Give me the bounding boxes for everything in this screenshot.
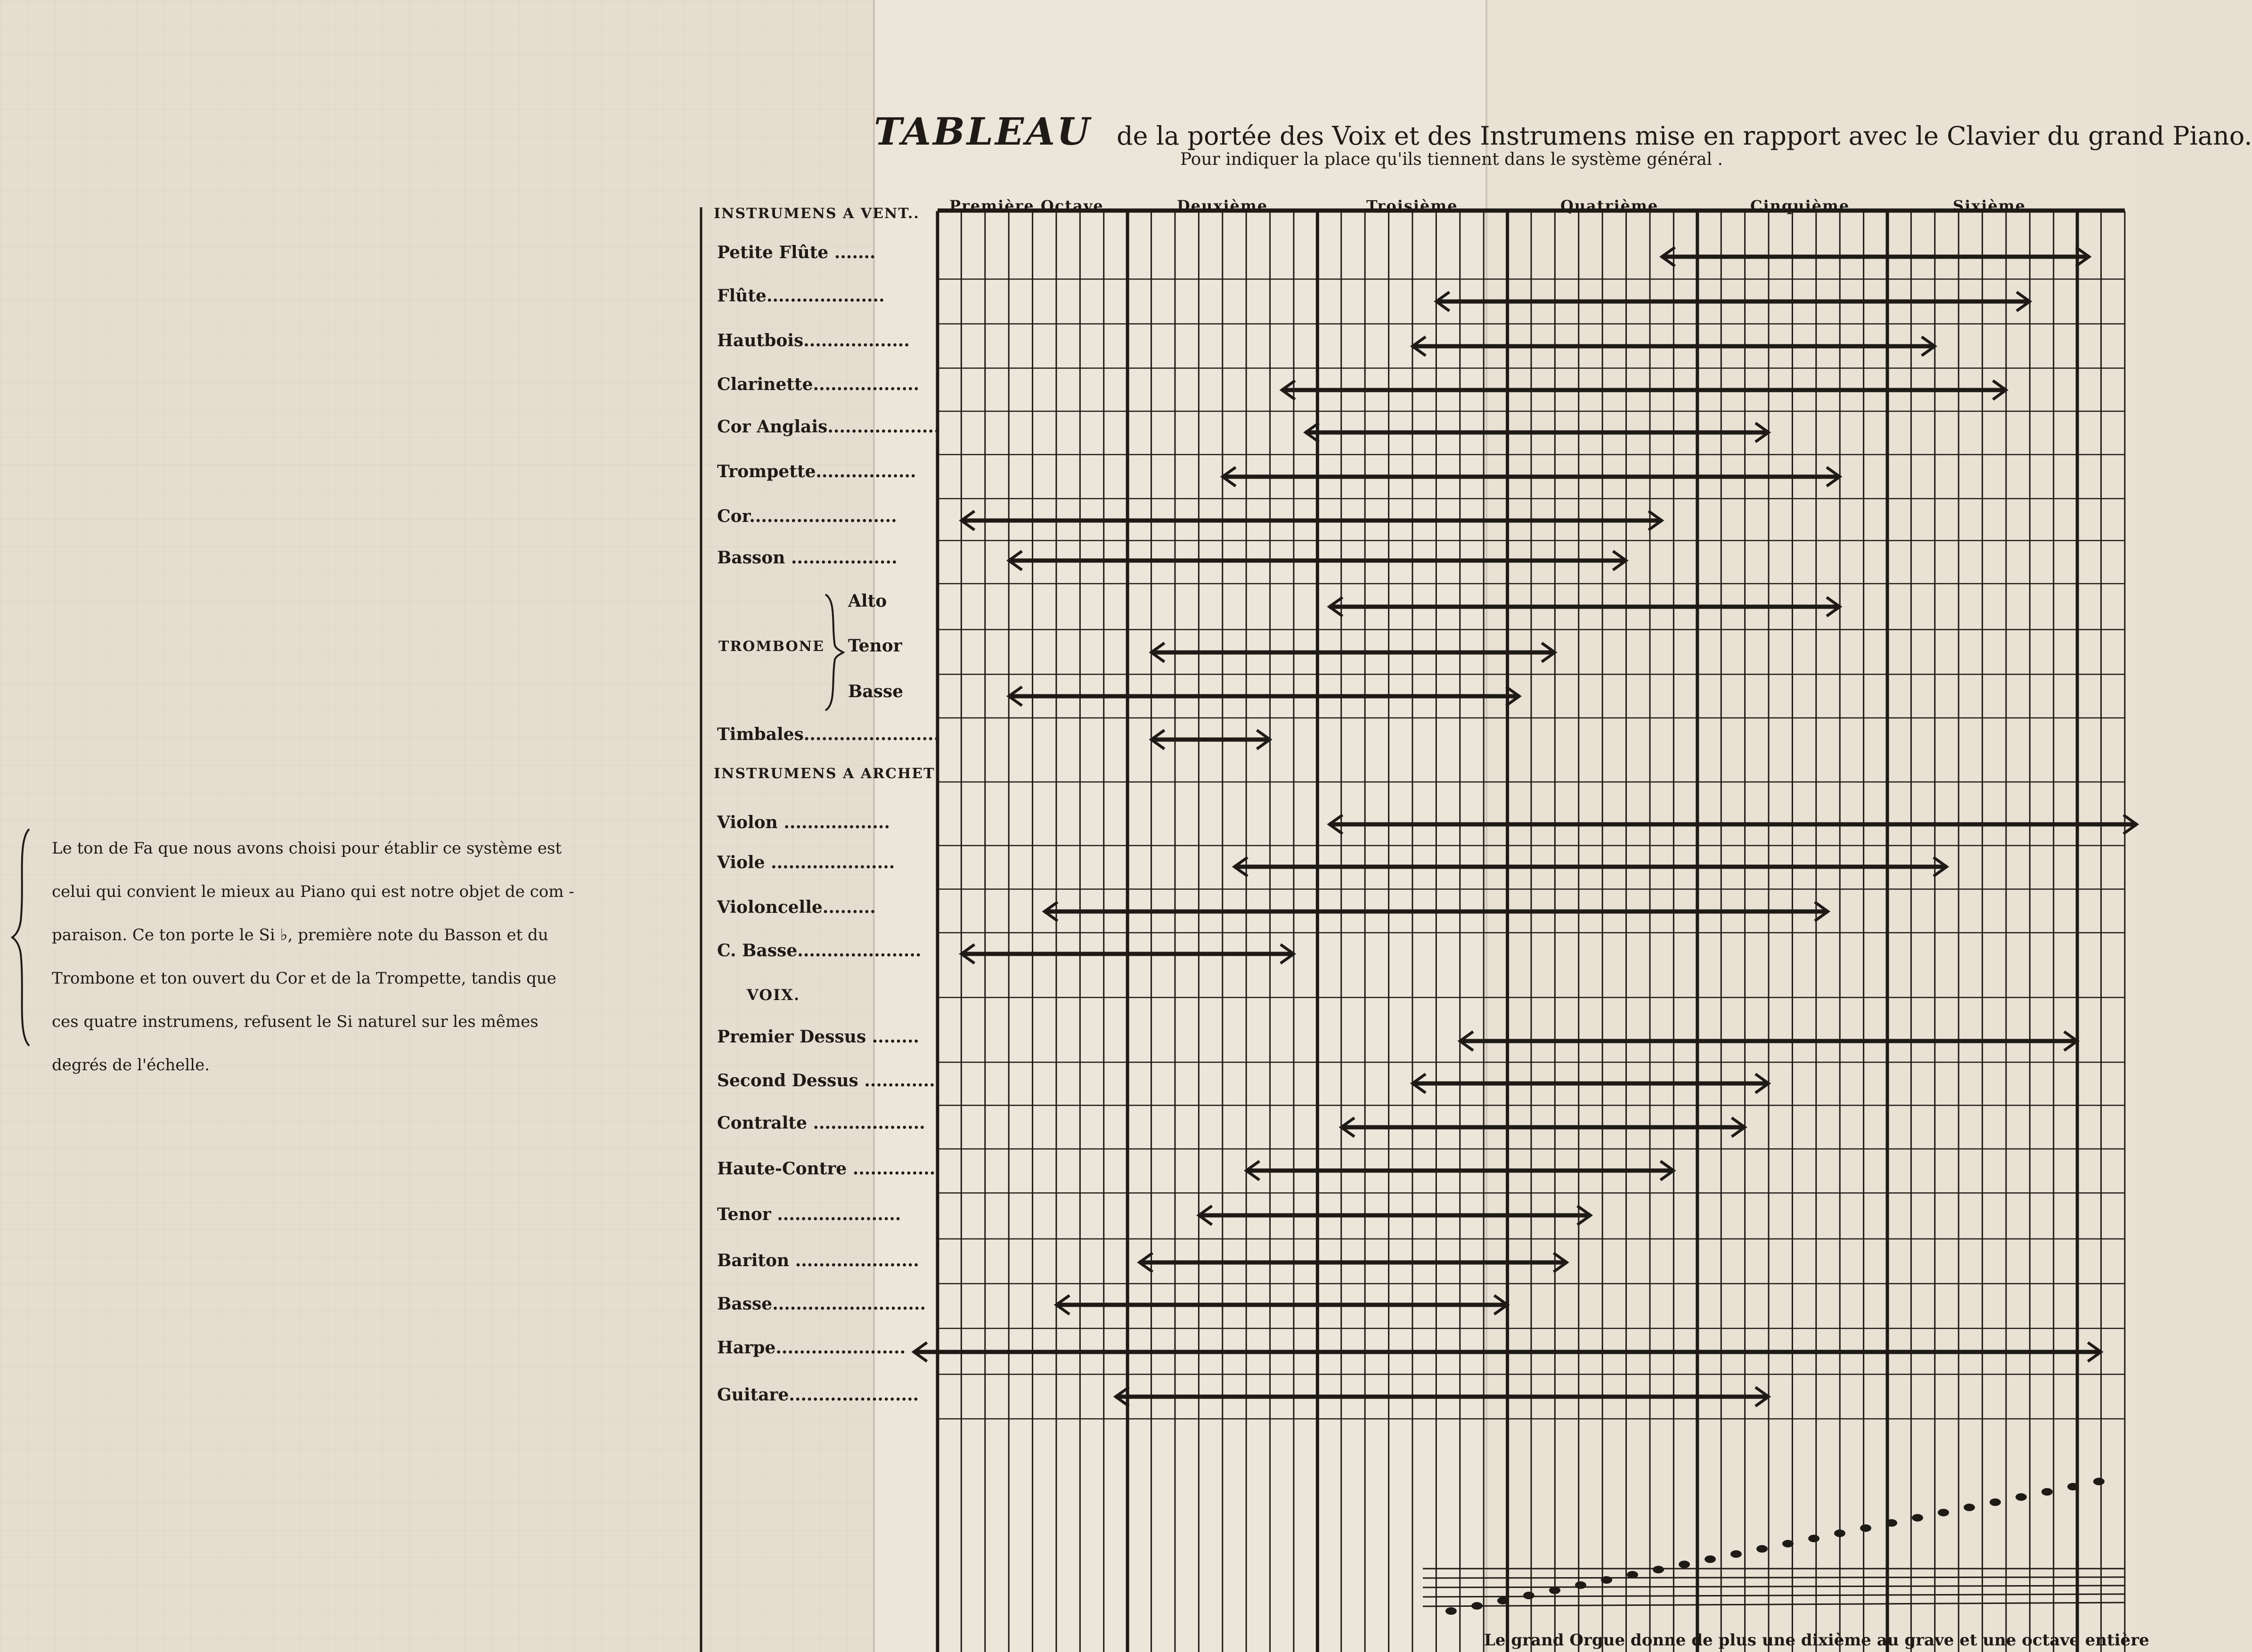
staff-note	[1782, 1540, 1794, 1547]
range-bar	[1116, 1387, 1769, 1406]
range-bar	[1341, 1118, 1745, 1137]
row-label-violon: Violon ..................	[717, 813, 890, 832]
row-label-basse: Basse..........................	[717, 1294, 926, 1314]
staff-note	[1653, 1566, 1664, 1573]
row-label-trombone-basse: Basse	[848, 682, 904, 701]
row-label-tenor: Tenor .....................	[717, 1204, 901, 1224]
range-bar	[1151, 730, 1270, 749]
range-bar	[1009, 687, 1519, 706]
note-line: Trombone et ton ouvert du Cor et de la Trompette, tandis que	[52, 969, 556, 988]
subtitle: Pour indiquer la place qu'ils tiennent dans le système général .	[1180, 150, 1723, 169]
range-bar	[1139, 1253, 1567, 1272]
range-bars	[914, 247, 2137, 1406]
staff-note	[1705, 1555, 1716, 1563]
staff-note	[1938, 1509, 1949, 1516]
staff-note	[1627, 1571, 1638, 1579]
staff-note	[1497, 1597, 1509, 1604]
bottom-note: Le grand Orgue donne de plus une dixième au grave et une octave entière	[1484, 1631, 2149, 1650]
keyboard-staff	[1423, 1478, 2125, 1615]
octave-label-3: Troisième .	[1366, 197, 1470, 215]
section-strings-label: INSTRUMENS A ARCHET	[714, 765, 935, 782]
trombone-brace	[825, 594, 843, 710]
staff-line	[1423, 1577, 2125, 1578]
note-line: celui qui convient le mieux au Piano qui est notre objet de com -	[52, 882, 574, 901]
staff-note	[1808, 1535, 1820, 1542]
octave-label-4: Quatrième .	[1560, 197, 1671, 215]
row-label-cor: Cor.........................	[717, 506, 897, 526]
range-bar	[1436, 292, 2030, 311]
row-label-petite-flute: Petite Flûte .......	[717, 243, 876, 262]
row-label-clarinette: Clarinette..................	[717, 374, 920, 394]
section-trombone-label: TROMBONE	[718, 638, 824, 655]
staff-note	[2067, 1483, 2079, 1490]
staff-line	[1423, 1603, 2125, 1606]
staff-note	[1990, 1498, 2001, 1506]
section-wind-label: INSTRUMENS A VENT..	[714, 205, 920, 222]
octave-label-1: Première Octave .	[949, 197, 1117, 215]
range-bar	[1282, 381, 2006, 399]
row-label-contrebasse: C. Basse.....................	[717, 941, 922, 960]
range-bar	[1151, 643, 1555, 662]
staff-note	[2015, 1493, 2027, 1501]
staff-note	[1445, 1607, 1457, 1615]
octave-label-2: Deuxième .	[1177, 197, 1281, 215]
note-line: ces quatre instrumens, refusent le Si naturel sur les mêmes	[52, 1012, 539, 1031]
grid-lines	[701, 207, 2125, 1652]
row-label-trombone-tenor: Tenor	[848, 636, 902, 656]
row-label-contralte: Contralte ...................	[717, 1113, 925, 1133]
staff-note	[1964, 1504, 1975, 1511]
row-label-bariton: Bariton .....................	[717, 1251, 919, 1270]
note-line: Le ton de Fa que nous avons choisi pour établir ce système est	[52, 839, 562, 858]
note-line: degrés de l'échelle.	[52, 1056, 210, 1074]
row-label-viole: Viole .....................	[717, 853, 895, 872]
range-bar	[1330, 815, 2137, 834]
staff-note	[1730, 1550, 1742, 1558]
staff-note	[1860, 1524, 1871, 1532]
row-label-premier-dessus: Premier Dessus ........	[717, 1027, 920, 1047]
range-bar	[961, 511, 1662, 530]
octave-label-5: Cinquième .	[1750, 197, 1862, 215]
row-label-trompette: Trompette.................	[717, 462, 916, 481]
row-label-trombone-alto: Alto	[848, 591, 887, 611]
staff-note	[1601, 1576, 1612, 1584]
row-label-flute: Flûte....................	[717, 286, 885, 306]
staff-note	[1834, 1530, 1845, 1537]
range-bar	[1330, 597, 1840, 616]
staff-note	[1912, 1514, 1923, 1522]
title-rest: de la portée des Voix et des Instrumens mise en rapport avec le Clavier du grand Piano.	[1117, 121, 2252, 151]
staff-note	[2041, 1488, 2053, 1496]
title-main: TABLEAU	[874, 109, 1092, 154]
staff-note	[1886, 1519, 1897, 1527]
row-label-haute-contre: Haute-Contre ..............	[717, 1159, 936, 1179]
row-label-guitare: Guitare......................	[717, 1385, 919, 1405]
row-label-cor-anglais: Cor Anglais...................	[717, 417, 940, 437]
row-label-violoncelle: Violoncelle.........	[717, 897, 876, 917]
row-label-hautbois: Hautbois..................	[717, 331, 910, 350]
staff-note	[1471, 1602, 1483, 1610]
range-bar	[1056, 1295, 1508, 1314]
range-bar	[1662, 247, 2089, 266]
row-label-harpe: Harpe......................	[717, 1338, 906, 1358]
staff-note	[1575, 1581, 1586, 1589]
range-bar	[1412, 1074, 1769, 1093]
row-label-basson: Basson ..................	[717, 548, 898, 568]
staff-note	[1756, 1545, 1768, 1553]
staff-note	[1523, 1592, 1534, 1599]
staff-line	[1423, 1586, 2125, 1587]
octave-label-6: Sixième .	[1953, 197, 2039, 215]
note-line: paraison. Ce ton porte le Si ♭, première note du Basson et du	[52, 926, 548, 944]
range-bar	[1306, 423, 1769, 442]
staff-note	[1549, 1587, 1560, 1594]
row-label-timbales: Timbales.......................	[717, 724, 940, 744]
section-voices-label: VOIX.	[747, 986, 800, 1004]
staff-note	[2093, 1478, 2105, 1485]
row-label-second-dessus: Second Dessus ............	[717, 1071, 935, 1090]
staff-note	[1679, 1561, 1690, 1568]
